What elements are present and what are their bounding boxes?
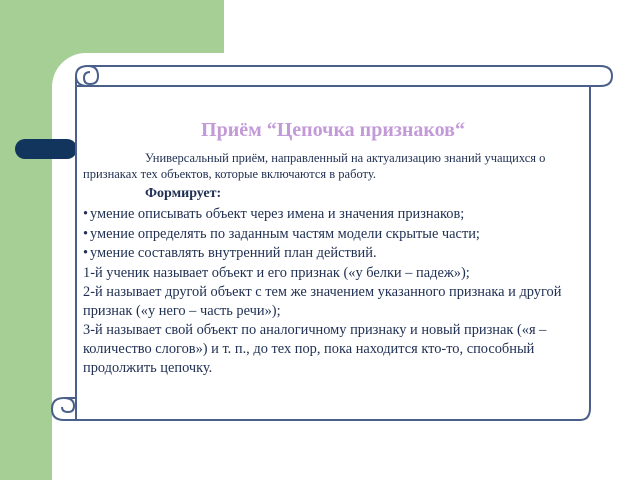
slide-content — [83, 118, 583, 378]
list-item: • умение определять по заданным частям модели скрытые части; — [83, 225, 583, 245]
list-item: • умение описывать объект через имена и значения признаков; — [83, 205, 583, 225]
forms-label: Формирует: — [145, 186, 222, 201]
step-2-text: 2-й называет другой объект с тем же значением указанного признака и другой признак («у него – часть речи»); — [83, 283, 562, 319]
intro-text: Универсальный приём, направленный на актуализацию знаний учащихся о признаках тех объектов, которые включаются в работу. — [83, 151, 546, 181]
slide-title: Приём “Цепочка признаков“ — [201, 119, 465, 141]
step-1-text: 1-й ученик называет объект и его признак («у белки – падеж»); — [83, 264, 470, 281]
skills-list — [83, 205, 583, 264]
step-3-text: 3-й называет свой объект по аналогичному признаку и новый признак («я – количество слогов») и т. п., до тех пор, пока находится кто-то, способный продолжить цепочку. — [83, 321, 547, 376]
list-item: • умение составлять внутренний план действий. — [83, 244, 583, 264]
